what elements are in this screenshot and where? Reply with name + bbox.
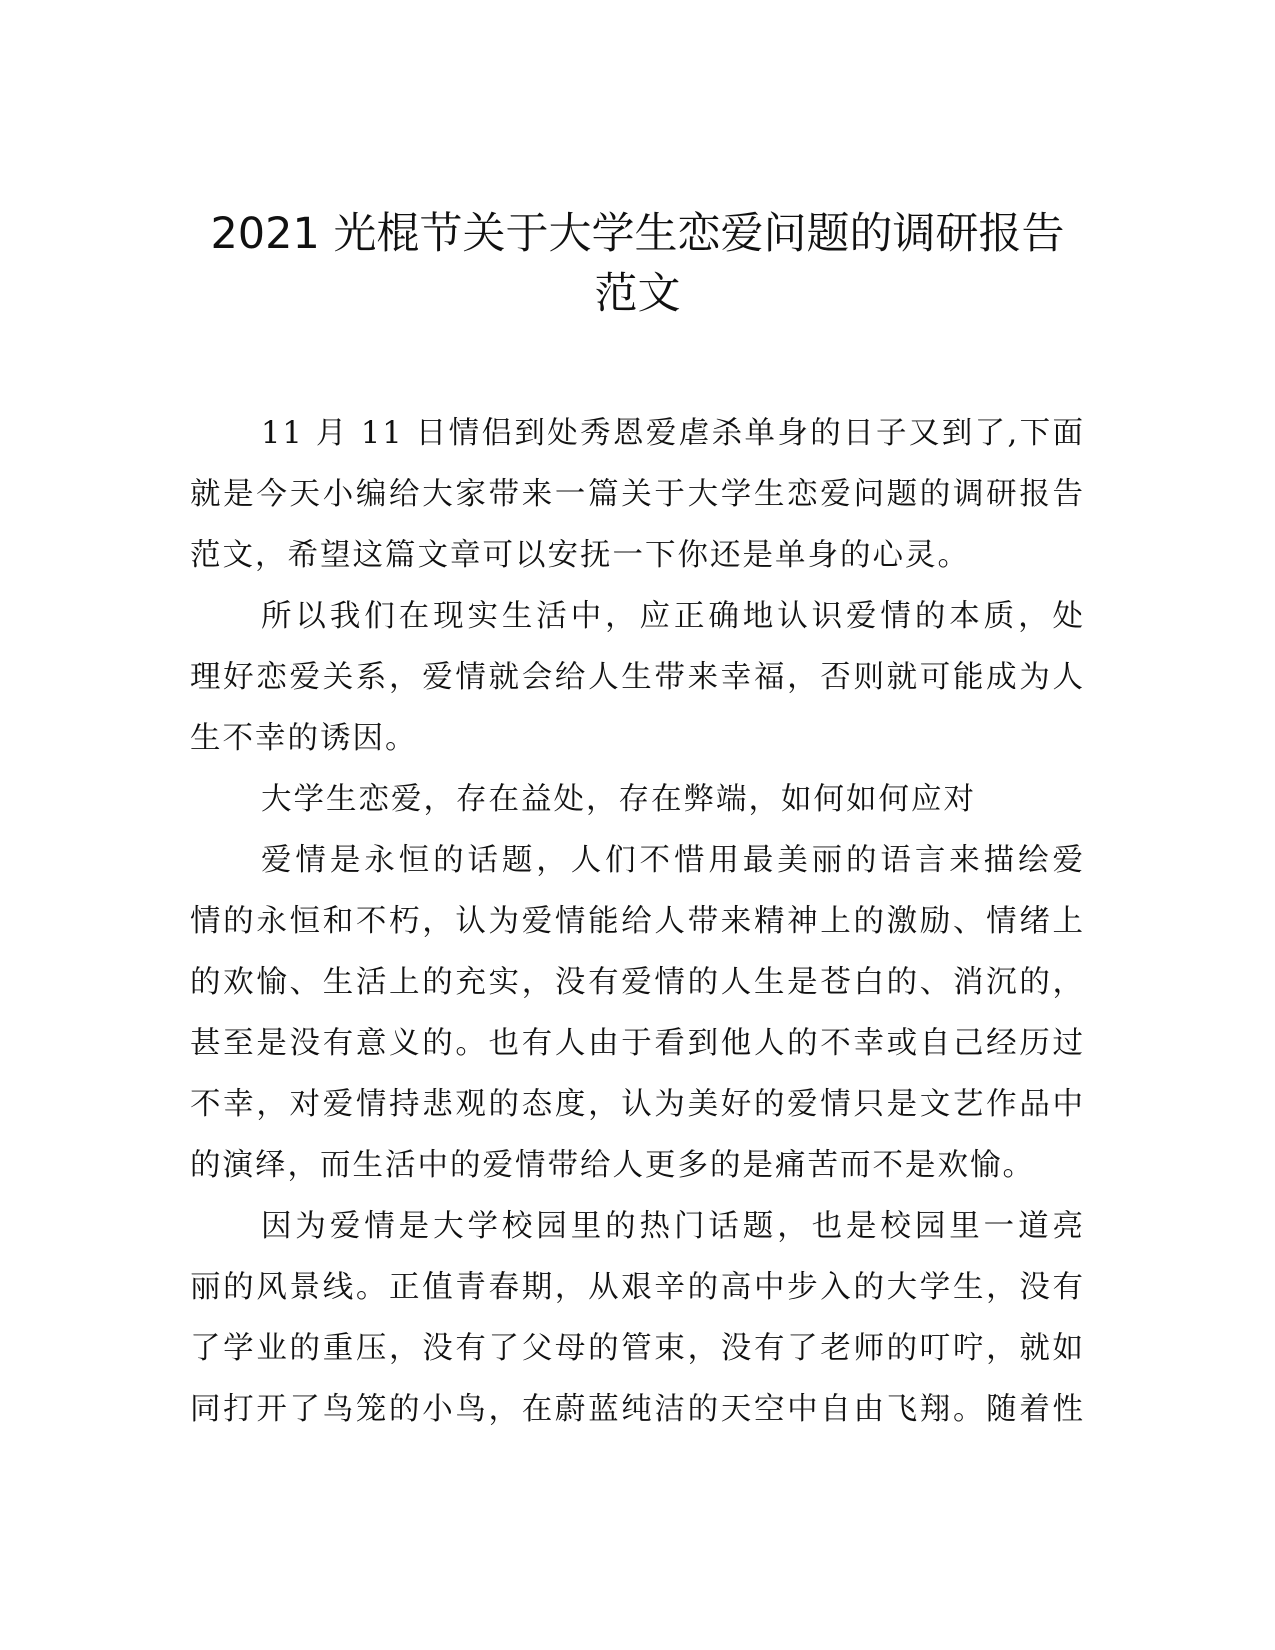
paragraph-line: 所以我们在现实生活中，应正确地认识爱情的本质，处 [261,599,1085,634]
paragraph-line: 的演绎，而生活中的爱情带给人更多的是痛苦而不是欢愉。 [190,1148,1035,1183]
paragraph-line: 大学生恋爱，存在益处，存在弊端，如何如何应对 [261,782,976,817]
paragraph-line: 就是今天小编给大家带来一篇关于大学生恋爱问题的调研报告 [190,477,1085,512]
paragraph-line: 爱情是永恒的话题，人们不惜用最美丽的语言来描绘爱 [261,843,1085,878]
paragraph-line: 范文，希望这篇文章可以安抚一下你还是单身的心灵。 [190,538,970,573]
document-title [150,204,1125,324]
paragraph-intro [190,403,1085,586]
paragraph-line: 不幸，对爱情持悲观的态度，认为美好的爱情只是文艺作品中 [190,1087,1085,1122]
paragraph-line: 丽的风景线。正值青春期，从艰辛的高中步入的大学生，没有 [190,1270,1085,1305]
paragraph-line: 了学业的重压，没有了父母的管束，没有了老师的叮咛，就如 [190,1331,1085,1366]
paragraph-line: 同打开了鸟笼的小鸟，在蔚蓝纯洁的天空中自由飞翔。随着性 [190,1392,1085,1427]
paragraph-heading [190,769,1085,830]
paragraph-love-topic [190,830,1085,1196]
paragraph-line: 生不幸的诱因。 [190,721,418,756]
title-line-1: 2021 光棍节关于大学生恋爱问题的调研报告 [210,209,1065,259]
paragraph-campus [190,1196,1085,1440]
paragraph-reality [190,586,1085,769]
title-line-2: 范文 [594,269,681,319]
paragraph-line: 理好恋爱关系，爱情就会给人生带来幸福，否则就可能成为人 [190,660,1085,695]
paragraph-line: 的欢愉、生活上的充实，没有爱情的人生是苍白的、消沉的， [190,965,1085,1000]
paragraph-line: 因为爱情是大学校园里的热门话题，也是校园里一道亮 [261,1209,1085,1244]
paragraph-line: 11 月 11 日情侣到处秀恩爱虐杀单身的日子又到了,下面 [261,416,1085,451]
paragraph-line: 甚至是没有意义的。也有人由于看到他人的不幸或自己经历过 [190,1026,1085,1061]
paragraph-line: 情的永恒和不朽，认为爱情能给人带来精神上的激励、情绪上 [190,904,1085,939]
document-body [190,403,1085,1440]
